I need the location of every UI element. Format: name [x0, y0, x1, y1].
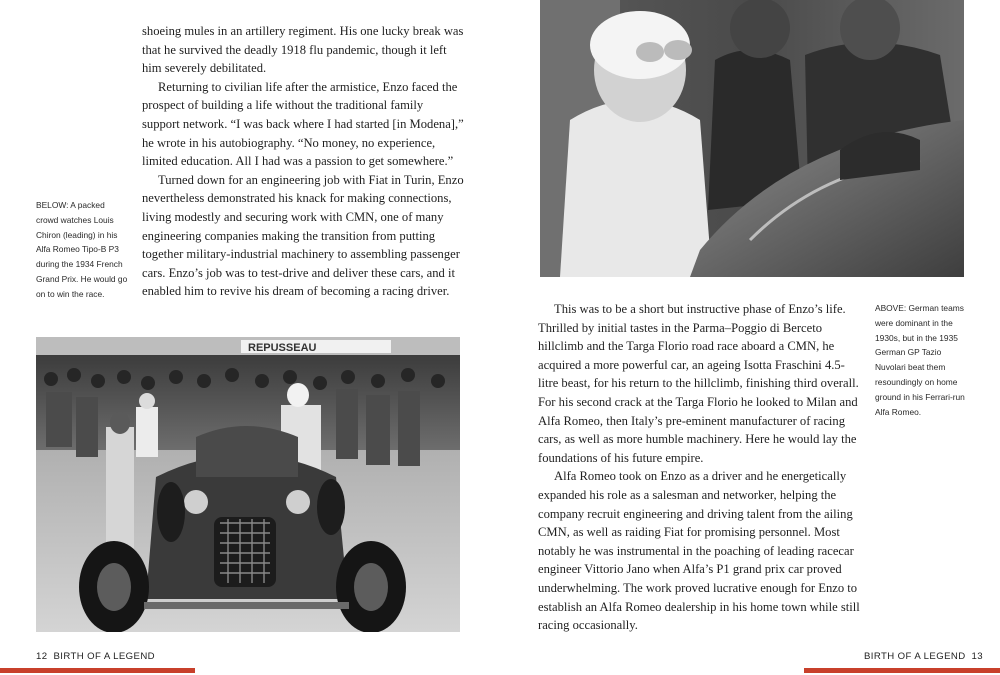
accent-rule-left — [0, 668, 195, 673]
race-photo-chiron — [36, 337, 460, 632]
right-body-text — [538, 300, 860, 635]
nuvolari-photo-illustration — [540, 0, 964, 277]
photo-caption-above: ABOVE: German teams were dominant in the 1930s, but in the 1935 German GP Tazio Nuvolari beat them resoundingly on home ground in his Ferrari-run Alfa Romeo. — [875, 303, 965, 417]
page-number: 13 — [971, 651, 984, 662]
race-photo-illustration — [36, 337, 460, 632]
photo-caption-below: BELOW: A packed crowd watches Louis Chiron (leading) in his Alfa Romeo Tipo-B P3 during the 1934 French Grand Prix. He would go on to win the race. — [36, 200, 128, 299]
right-page — [500, 0, 1000, 675]
paragraph: Turned down for an engineering job with Fiat in Turin, Enzo nevertheless demonstrated his knack for making connections, living modestly and securing work with CMN, one of many engineering companies making the transition from putting together military-industrial machinery to assembling passenger cars. Enzo’s job was to test-drive and deliver these cars, and it enabled him to revive his dream of becoming a racing driver. — [142, 172, 464, 299]
left-folio — [36, 651, 155, 662]
banner-text: REPUSSEAU — [248, 342, 317, 354]
page-number: 12 — [36, 651, 48, 662]
paragraph: Alfa Romeo took on Enzo as a driver and he energetically expanded his role as a salesman and networker, helping the company recruit engineering and driving talent from the ailing CMN, as well as raiding Fiat for promising personnel. Most notably he was instrumental in the poaching of leading racecar engineer Vittorio Jano when Alfa’s P1 grand prix car proved underwhelming. The work proved lucrative enough for Enzo to establish an Alfa Romeo dealership in his home town while still racing occasionally. — [538, 469, 860, 633]
paragraph: shoeing mules in an artillery regiment. His one lucky break was that he survived the deadly 1918 flu pandemic, though it left him severely debilitated. — [142, 24, 464, 76]
accent-rule-right — [804, 668, 1000, 673]
running-head: BIRTH OF A LEGEND — [864, 651, 966, 662]
paragraph: Returning to civilian life after the armistice, Enzo faced the prospect of building a life without the traditional family support network. “I was back where I had started [in Modena],” he wrote in his autobiography. “No money, no experience, limited education. All I had was a passion to get somewhere.” — [142, 79, 464, 169]
race-photo-nuvolari — [540, 0, 964, 277]
right-folio — [864, 651, 983, 662]
paragraph: This was to be a short but instructive phase of Enzo’s life. Thrilled by initial tastes in the Parma–Poggio di Berceto hillclimb and the Targa Florio road race aboard a CMN, he acquired a more powerful car, an ageing Isotta Fraschini 4.5-litre beast, for his return to the hillclimb, finishing third overall. For his second crack at the Targa Florio he looked to Milan and Alfa Romeo, then Italy’s pre-eminent manufacturer of racing cars, as well as more humble machinery. Here he would lay the foundations of his future empire. — [538, 302, 859, 465]
left-body-text — [142, 22, 464, 301]
running-head: BIRTH OF A LEGEND — [53, 651, 156, 662]
